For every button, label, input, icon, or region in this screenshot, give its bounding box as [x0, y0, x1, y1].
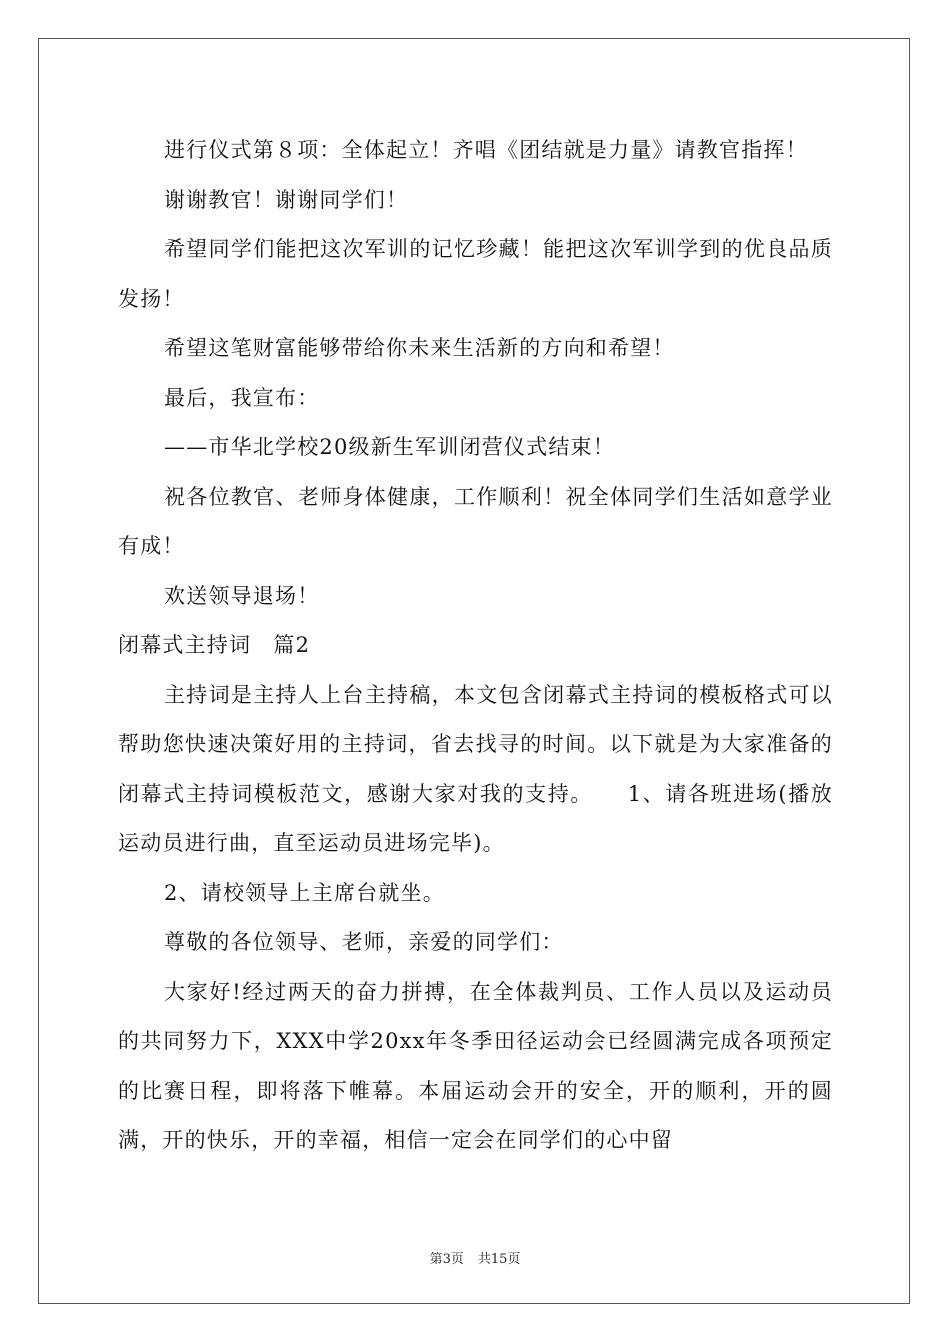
- paragraph: 欢送领导退场！: [164, 583, 320, 608]
- page-number: 第3页: [429, 1252, 464, 1267]
- paragraph: 希望同学们能把这次军训的记忆珍藏！能把这次军训学到的优良品质发扬！: [118, 237, 833, 311]
- page-footer: [0, 1248, 950, 1267]
- document-body: [118, 126, 833, 1166]
- paragraph: 谢谢教官！谢谢同学们！: [164, 187, 409, 212]
- paragraph: 祝各位教官、老师身体健康，工作顺利！祝全体同学们生活如意学业有成！: [118, 484, 833, 558]
- paragraph: 2、请校领导上主席台就坐。: [164, 880, 445, 905]
- paragraph: 最后，我宣布：: [164, 385, 320, 410]
- paragraph: 进行仪式第８项：全体起立！齐唱《团结就是力量》请教官指挥！: [164, 138, 808, 162]
- paragraph: 大家好!经过两天的奋力拼搏，在全体裁判员、工作人员以及运动员的共同努力下，XXX中学20xx年冬季田径运动会已经圆满完成各项预定的比赛日程，即将落下帷幕。本届运动会开的安全，开的顺利，开的圆满，开的快乐，开的幸福，相信一定会在同学们的心中留: [118, 979, 833, 1152]
- paragraph: ——市华北学校20级新生军训闭营仪式结束！: [164, 435, 615, 459]
- page-total: 共15页: [477, 1252, 521, 1267]
- paragraph: 尊敬的各位领导、老师，亲爱的同学们：: [164, 930, 564, 954]
- paragraph: 主持词是主持人上台主持稿，本文包含闭幕式主持词的模板格式可以帮助您快速决策好用的主持词，省去找寻的时间。以下就是为大家准备的闭幕式主持词模板范文，感谢大家对我的支持。 1、请各班进场(播放运动员进行曲，直至运动员进场完毕)。: [118, 682, 833, 855]
- paragraph: 希望这笔财富能够带给你未来生活新的方向和希望！: [164, 336, 675, 360]
- section-heading: 闭幕式主持词 篇2: [118, 633, 311, 657]
